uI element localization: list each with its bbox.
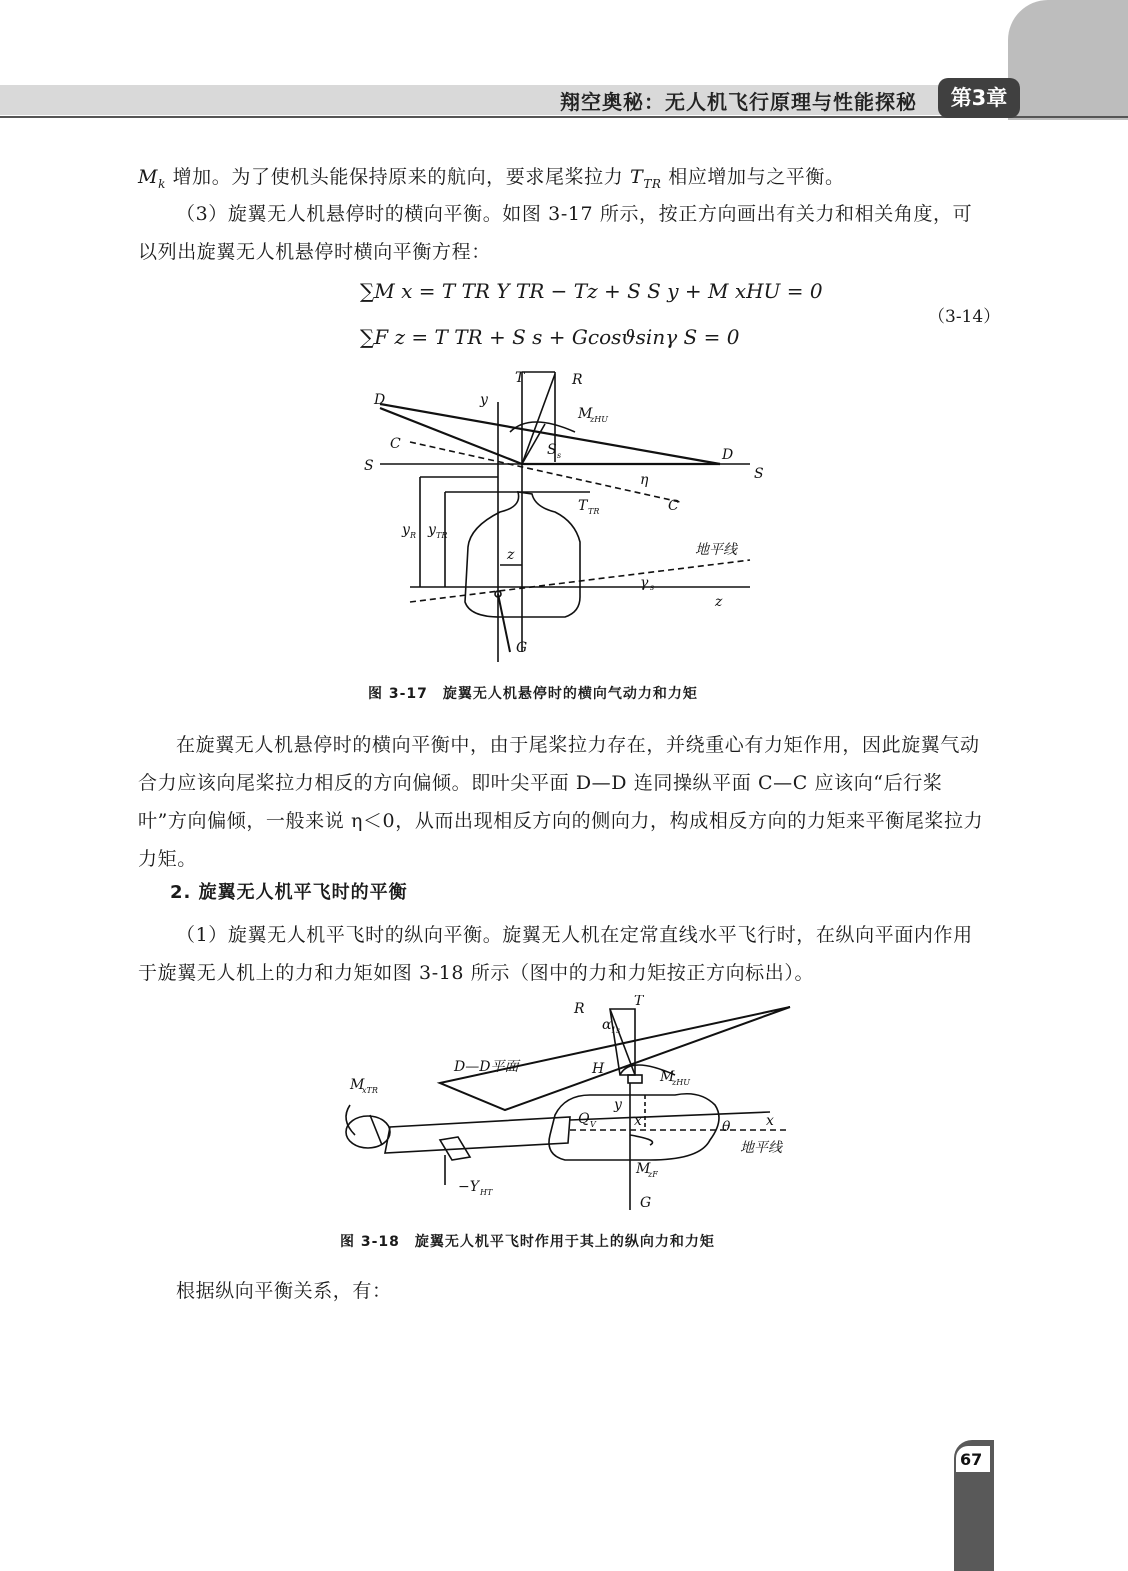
section-heading-2: 2. 旋翼无人机平飞时的平衡 (170, 882, 408, 903)
label-Yht-sub: HT (480, 1188, 493, 1197)
equation-number: （3-14） (928, 307, 1001, 327)
paragraph-last: 根据纵向平衡关系，有： (176, 1280, 392, 1302)
label-Qv: Q (578, 1111, 590, 1127)
label-theta: θ (722, 1119, 731, 1135)
figure-3-18-caption: 图 3-18 旋翼无人机平飞时作用于其上的纵向力和力矩 (340, 1234, 715, 1250)
chapter-badge: 第3章 (938, 78, 1020, 118)
label-Ss: S (547, 442, 557, 458)
label-alpha: α (602, 1017, 612, 1033)
equation-line-2: ∑F z = T TR + S s + Gcosϑsinγ S = 0 (360, 325, 740, 349)
label-G: G (516, 640, 528, 656)
label-x-small: x (634, 1113, 642, 1129)
label-Qv-sub: V (590, 1120, 596, 1129)
label-S-left: S (364, 458, 374, 474)
paragraph-b: 在旋翼无人机悬停时的横向平衡中，由于尾桨拉力存在，并绕重心有力矩作用，因此旋翼气动合力应该向尾桨拉力相反的方向偏倾。即叶尖平面 D—D 连同操纵平面 C—C 应该向“后行桨叶”方向偏倾，一般来说 η＜0，从而出现相反方向的侧向力，构成相反方向的力矩来平衡尾桨拉力力矩。 (138, 734, 984, 870)
figure-3-18 (330, 995, 800, 1215)
label-Mzf-sub: zF (648, 1170, 658, 1179)
label-R: R (572, 372, 583, 388)
gravity-vector (498, 594, 510, 652)
intro-text-a: 增加。为了使机头能保持原来的航向，要求尾桨拉力 (165, 166, 631, 188)
label-Mzf: M (636, 1161, 651, 1177)
label-yTR: y (428, 522, 436, 538)
label-yR-sub: R (410, 531, 417, 540)
mk-sub: k (158, 176, 166, 191)
label-T: T (515, 370, 525, 386)
label-C-left: C (390, 436, 401, 452)
label-yTR-sub: TR (436, 531, 448, 540)
x-axis (570, 1112, 770, 1120)
label-Mxtr-sub: xTR (362, 1086, 378, 1095)
label-Ttr: T (578, 498, 588, 514)
label-ground: 地平线 (695, 542, 737, 558)
label-z-small: z (507, 547, 515, 563)
label-Mzhu: M (660, 1069, 675, 1085)
label-gamma-sub: s (650, 583, 655, 592)
header-tab-shape (1008, 0, 1128, 120)
running-title: 翔空奥秘：无人机飞行原理与性能探秘 (560, 90, 917, 114)
label-y: y (614, 1097, 622, 1113)
label-ground: 地平线 (740, 1140, 782, 1156)
figure-3-17 (350, 362, 770, 662)
label-Ttr-sub: TR (588, 507, 600, 516)
equation-line-1: ∑M x = T TR Y TR − Tz + S S y + M xHU = 0 (360, 279, 823, 303)
tail-boom (385, 1117, 570, 1153)
label-D-left: D (374, 392, 386, 408)
label-Yht: −Y (458, 1179, 479, 1195)
label-yR: y (402, 522, 410, 538)
label-M-sub: zHU (590, 415, 608, 424)
label-y: y (480, 392, 488, 408)
label-x-axis: x (766, 1113, 774, 1129)
label-C-right: C (668, 498, 679, 514)
label-DD: D—D平面 (454, 1059, 519, 1075)
label-alpha-sub: 1s (611, 1026, 621, 1035)
paragraph-3: （3）旋翼无人机悬停时的横向平衡。如图 3-17 所示，按正方向画出有关力和相关角度，可以列出旋翼无人机悬停时横向平衡方程： (138, 203, 973, 263)
paragraph-1: （1）旋翼无人机平飞时的纵向平衡。旋翼无人机在定常直线水平飞行时，在纵向平面内作用于旋翼无人机上的力和力矩如图 3-18 所示（图中的力和力矩按正方向标出）。 (138, 924, 973, 984)
figure-3-17-caption: 图 3-17 旋翼无人机悬停时的横向气动力和力矩 (368, 686, 698, 702)
label-D-right: D (722, 447, 734, 463)
label-T: T (634, 995, 644, 1009)
label-G: G (640, 1195, 652, 1211)
label-gamma: γ (640, 575, 649, 591)
label-S-right: S (754, 466, 764, 482)
label-R: R (574, 1001, 585, 1017)
label-M: M (578, 406, 593, 422)
label-Mxtr: M (350, 1077, 365, 1093)
label-Mzhu-sub: zHU (672, 1078, 690, 1087)
label-Ss-sub: s (557, 451, 562, 460)
label-H: H (592, 1061, 605, 1077)
page-number: 67 (960, 1450, 983, 1469)
intro-text-b: 相应增加与之平衡。 (661, 166, 845, 188)
ttr-var: T (630, 166, 644, 188)
ttr-sub: TR (643, 176, 662, 191)
mk-var: M (138, 166, 159, 188)
label-eta: η (640, 472, 649, 488)
label-z-axis: z (715, 594, 723, 610)
